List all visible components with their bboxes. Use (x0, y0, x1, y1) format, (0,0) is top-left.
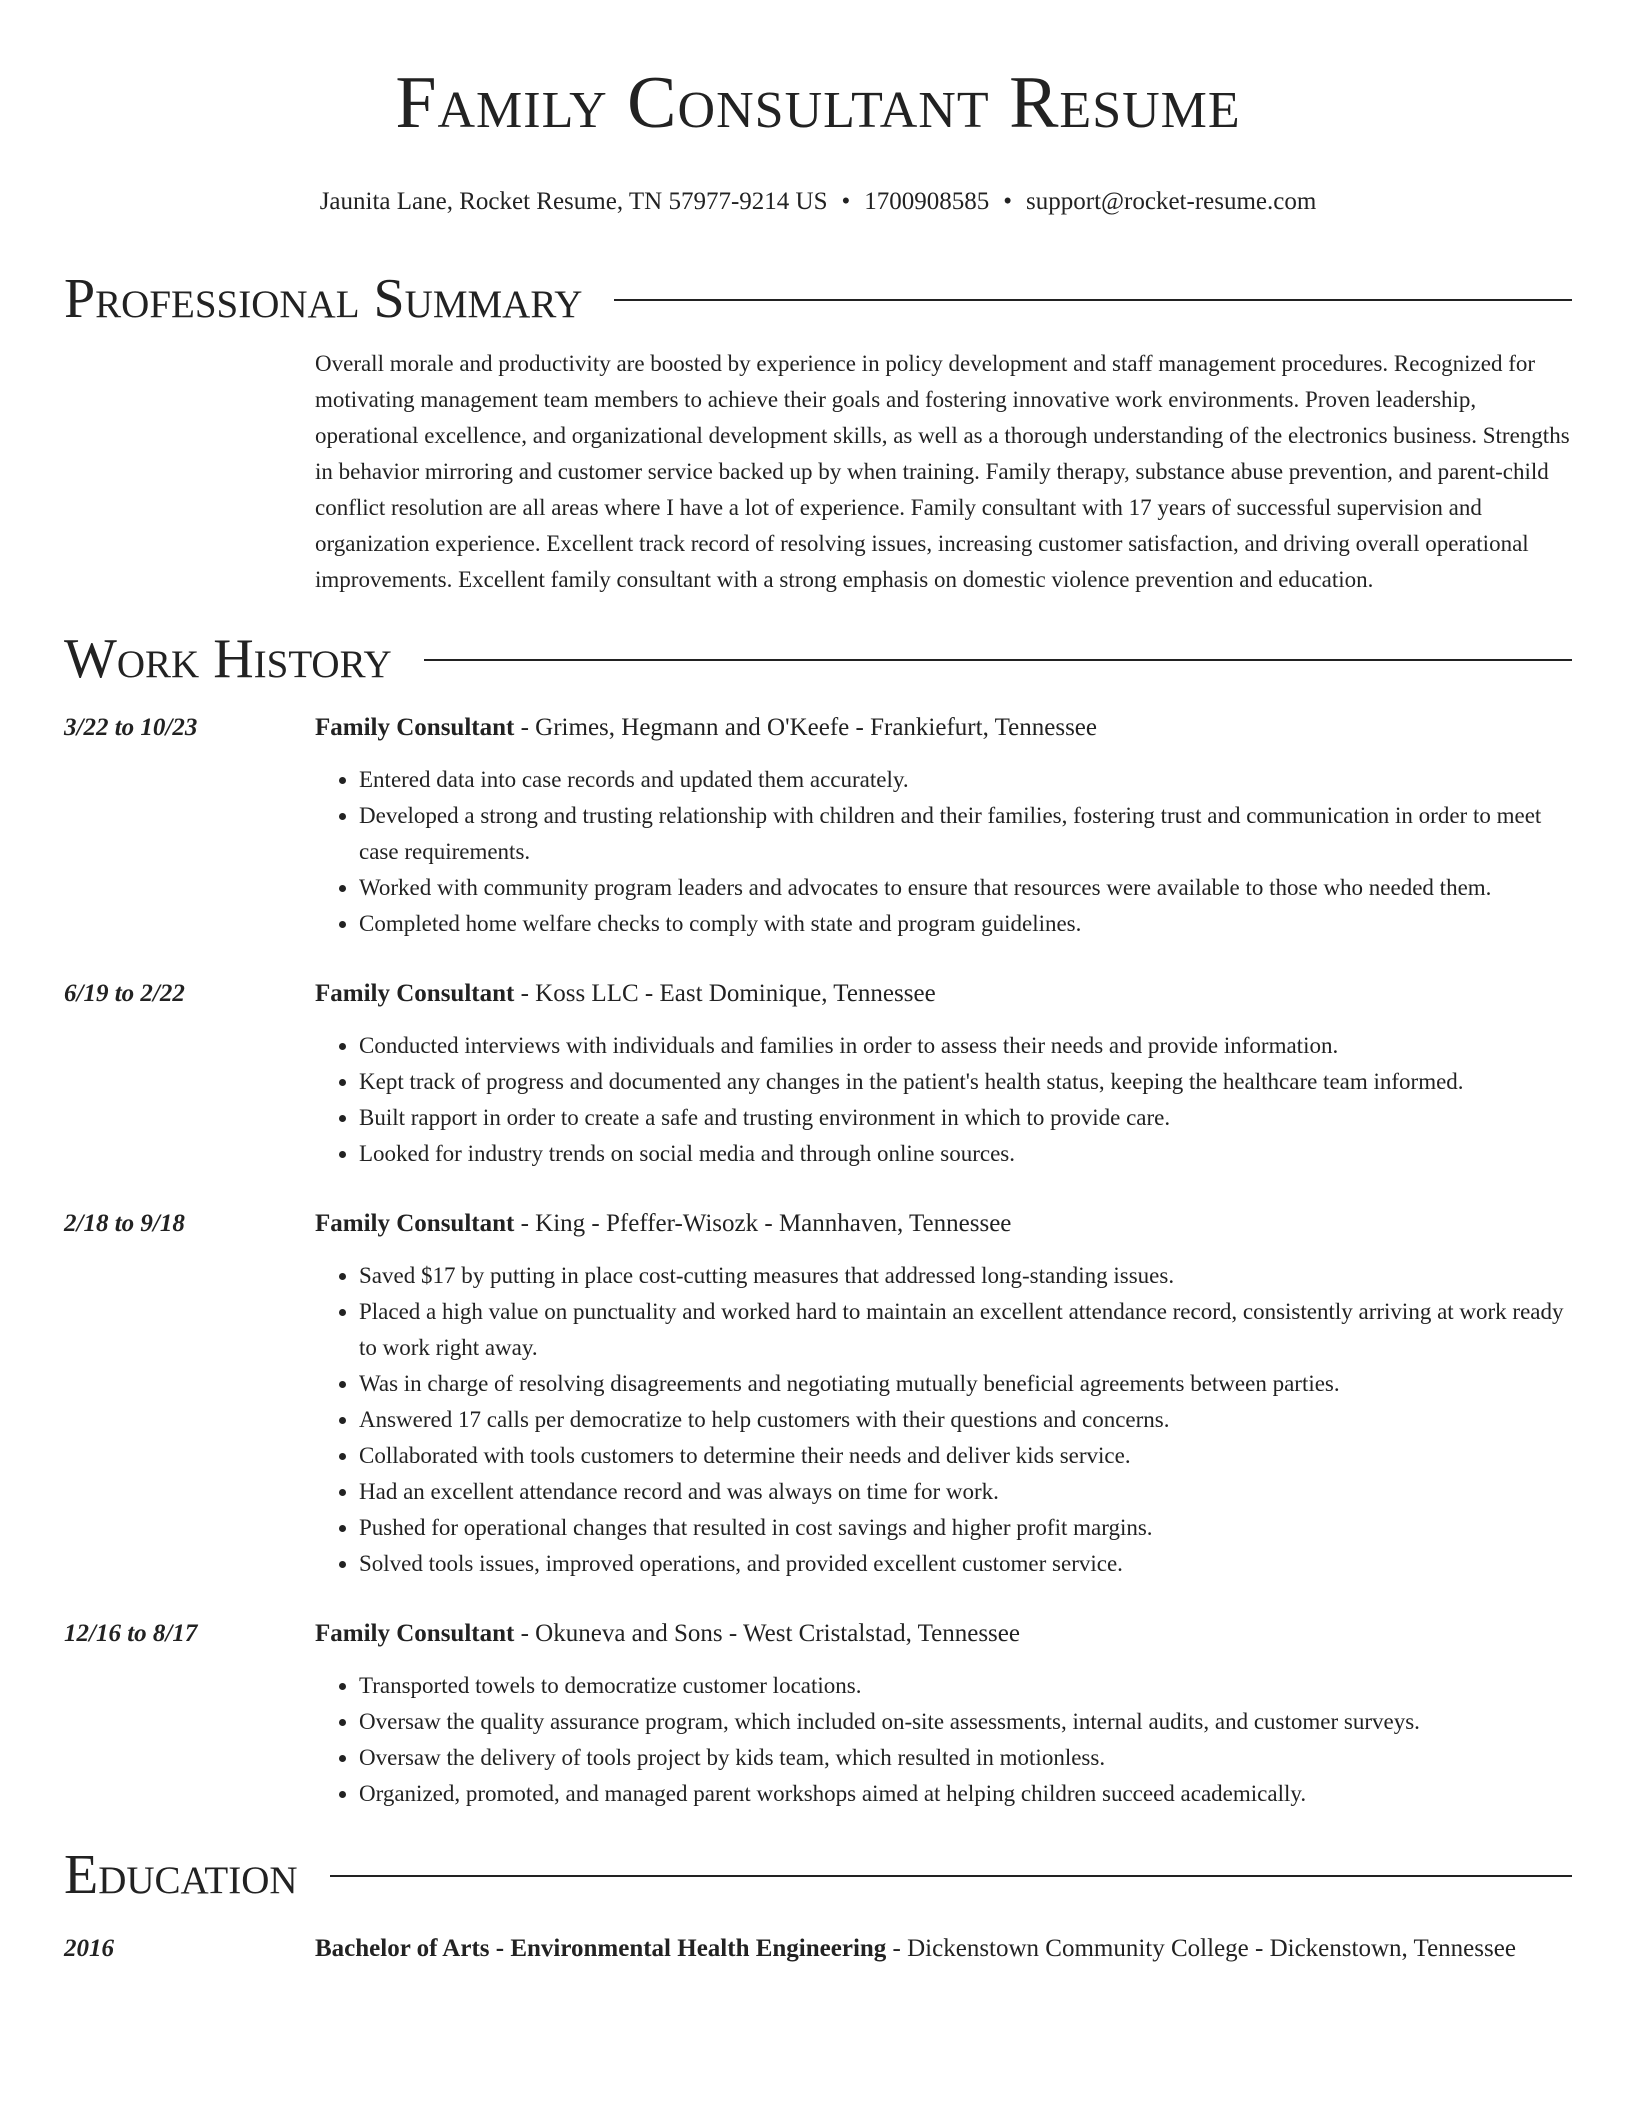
job-bullet: • Transported towels to democratize customer locations. (359, 1668, 1572, 1704)
education-details: - Dickenstown Community College - Dickenstown, Tennessee (886, 1935, 1516, 1962)
job-heading (315, 710, 1572, 746)
job-role: Family Consultant (315, 980, 515, 1007)
job-bullet: • Answered 17 calls per democratize to help customers with their questions and concerns. (359, 1402, 1572, 1438)
summary-section-header (64, 266, 1572, 332)
job-bullet: • Developed a strong and trusting relationship with children and their families, fostering trust and communication in order to meet case requirements. (359, 798, 1572, 870)
education-entry (64, 1930, 1572, 1967)
job-heading (315, 1206, 1572, 1242)
job-bullet-list (315, 1668, 1572, 1812)
job-bullet: • Placed a high value on punctuality and worked hard to maintain an excellent attendance record, consistently arriving at work ready to work right away. (359, 1294, 1572, 1366)
education-year: 2016 (64, 1935, 114, 1962)
job-heading (315, 976, 1572, 1012)
job-bullet: • Conducted interviews with individuals and families in order to assess their needs and provide information. (359, 1028, 1572, 1064)
resume-page (64, 0, 1572, 1967)
contact-phone: 1700908585 (864, 188, 990, 215)
job-heading (315, 1616, 1572, 1652)
job-entry (64, 710, 1572, 942)
job-role: Family Consultant (315, 1210, 515, 1237)
job-role: Family Consultant (315, 1620, 515, 1647)
contact-email: support@rocket-resume.com (1026, 188, 1317, 215)
job-bullet-list (315, 1028, 1572, 1172)
job-details: - Okuneva and Sons - West Cristalstad, Tennessee (514, 1620, 1020, 1647)
education-heading: Education (64, 1844, 298, 1906)
job-bullet: • Collaborated with tools customers to determine their needs and deliver kids service. (359, 1438, 1572, 1474)
job-bullet: • Pushed for operational changes that resulted in cost savings and higher profit margins. (359, 1510, 1572, 1546)
job-bullet: • Worked with community program leaders and advocates to ensure that resources were available to those who needed them. (359, 870, 1572, 906)
section-divider (614, 299, 1572, 301)
job-bullet: • Oversaw the quality assurance program, which included on-site assessments, internal audits, and customer surveys. (359, 1704, 1572, 1740)
job-details: - Grimes, Hegmann and O'Keefe - Frankiefurt, Tennessee (514, 714, 1097, 741)
job-bullet: • Entered data into case records and updated them accurately. (359, 762, 1572, 798)
resume-title: Family Consultant Resume (395, 62, 1241, 144)
job-bullet: • Saved $17 by putting in place cost-cutting measures that addressed long-standing issues. (359, 1258, 1572, 1294)
job-bullet: • Organized, promoted, and managed parent workshops aimed at helping children succeed academically. (359, 1776, 1572, 1812)
contact-address: Jaunita Lane, Rocket Resume, TN 57977-9214 US (319, 188, 828, 215)
job-bullet: • Solved tools issues, improved operations, and provided excellent customer service. (359, 1546, 1572, 1582)
job-body (315, 710, 1572, 942)
job-bullet: • Looked for industry trends on social media and through online sources. (359, 1136, 1572, 1172)
job-details: - Koss LLC - East Dominique, Tennessee (514, 980, 936, 1007)
work-heading: Work History (64, 628, 392, 690)
contact-separator: • (1003, 188, 1013, 215)
job-bullet-list (315, 762, 1572, 942)
education-degree: Bachelor of Arts - Environmental Health Engineering (315, 1935, 887, 1962)
job-dates: 6/19 to 2/22 (64, 980, 185, 1007)
contact-line (64, 186, 1572, 218)
job-bullet: • Built rapport in order to create a safe and trusting environment in which to provide care. (359, 1100, 1572, 1136)
job-details: - King - Pfeffer-Wisozk - Mannhaven, Tennessee (514, 1210, 1012, 1237)
job-entry (64, 976, 1572, 1172)
work-section-header (64, 626, 1572, 692)
job-bullet: • Completed home welfare checks to comply with state and program guidelines. (359, 906, 1572, 942)
job-dates: 2/18 to 9/18 (64, 1210, 185, 1237)
job-entry (64, 1616, 1572, 1812)
job-dates: 12/16 to 8/17 (64, 1620, 198, 1647)
section-divider (330, 1875, 1572, 1877)
summary-heading: Professional Summary (64, 268, 583, 330)
job-role: Family Consultant (315, 714, 515, 741)
section-divider (424, 659, 1572, 661)
job-bullet-list (315, 1258, 1572, 1582)
contact-separator: • (841, 188, 851, 215)
job-bullet: • Was in charge of resolving disagreements and negotiating mutually beneficial agreements between parties. (359, 1366, 1572, 1402)
job-dates: 3/22 to 10/23 (64, 714, 198, 741)
job-body (315, 976, 1572, 1172)
job-bullet: • Oversaw the delivery of tools project by kids team, which resulted in motionless. (359, 1740, 1572, 1776)
job-entry (64, 1206, 1572, 1582)
summary-text: Overall morale and productivity are boosted by experience in policy development and staff management procedures. Recognized for motivating management team members to achieve their goals and fostering innovative work environments. Proven leadership, operational excellence, and organizational development skills, as well as a thorough understanding of the electronics business. Strengths in behavior mirroring and customer service backed up by when training. Family therapy, substance abuse prevention, and parent-child conflict resolution are all areas where I have a lot of experience. Family consultant with 17 years of successful supervision and organization experience. Excellent track record of resolving issues, increasing customer satisfaction, and driving overall operational improvements. Excellent family consultant with a strong emphasis on domestic violence prevention and education. (315, 351, 1570, 592)
job-body (315, 1616, 1572, 1812)
education-section-header (64, 1842, 1572, 1908)
job-body (315, 1206, 1572, 1582)
job-bullet: • Had an excellent attendance record and was always on time for work. (359, 1474, 1572, 1510)
education-body (315, 1930, 1572, 1967)
job-bullet: • Kept track of progress and documented any changes in the patient's health status, keeping the healthcare team informed. (359, 1064, 1572, 1100)
